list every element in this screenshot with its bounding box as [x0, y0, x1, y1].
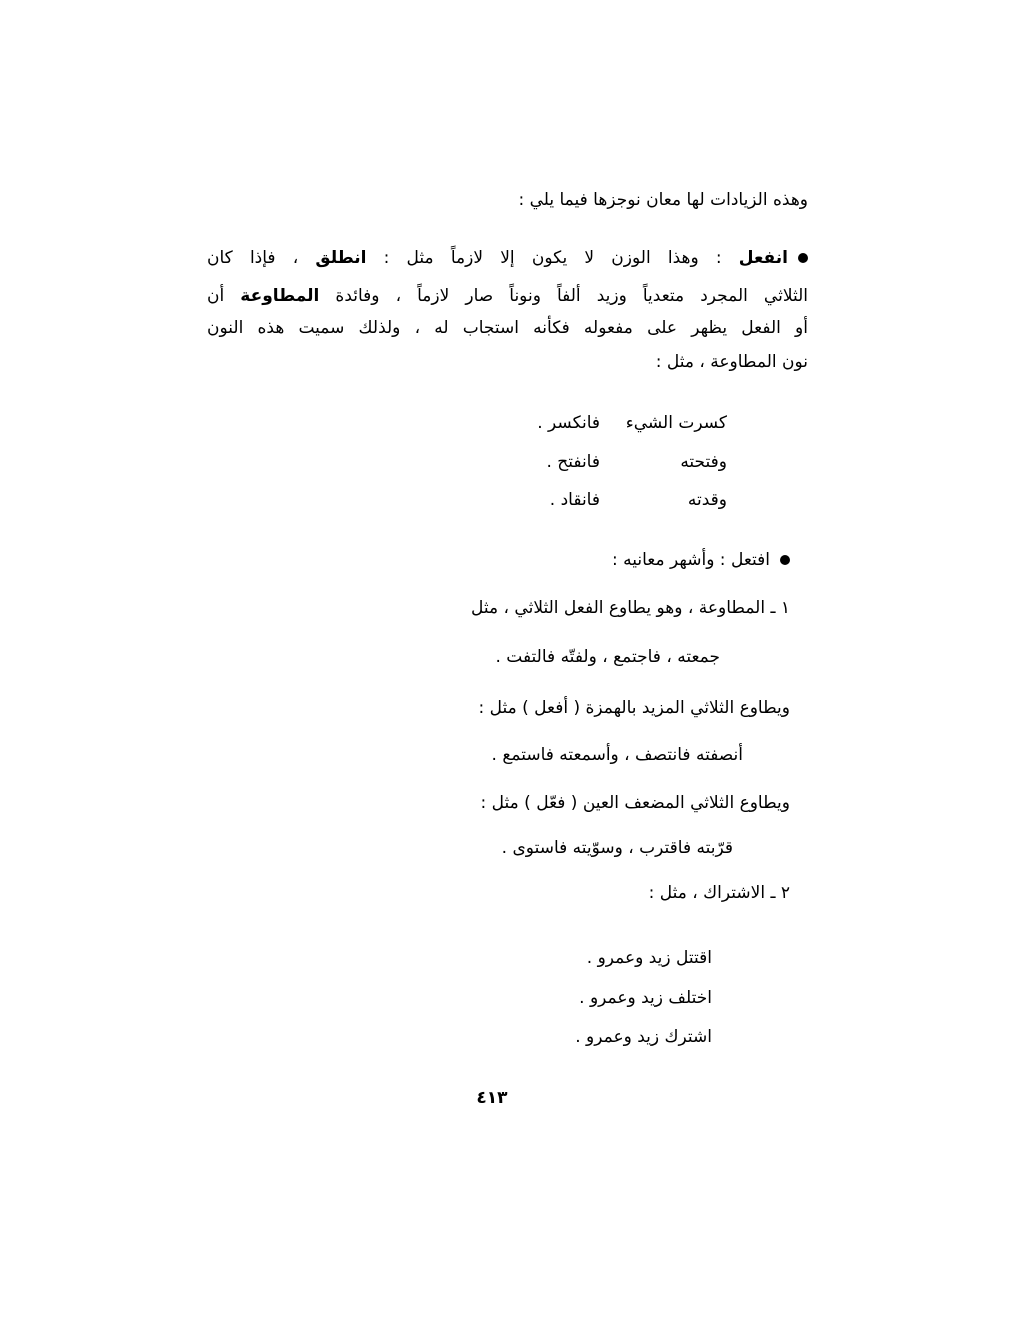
infaala-line-3: أو الفعل يظهر على مفعوله فكأنه استجاب له ، ولذلك سميت هذه النون — [207, 318, 808, 338]
example-row — [626, 411, 727, 435]
bullet-icon — [780, 555, 790, 565]
page-number: ٤١٣ — [476, 1088, 508, 1108]
text: ، فإذا كان — [207, 248, 299, 268]
iftaala-line: ويطاوع الثلاثي المضعف العين ( فعّل ) مثل : — [480, 793, 790, 813]
example-a: كسرت الشيء — [625, 413, 727, 433]
infaala-line-4: نون المطاوعة ، مثل : — [655, 352, 808, 372]
example-b: فانقاد . — [549, 490, 600, 510]
example-row — [550, 488, 600, 512]
term-infaala: انفعل — [738, 248, 788, 268]
text: : وهذا الوزن لا يكون إلا لازماً مثل : — [383, 248, 722, 268]
iftaala-line: ٢ ـ الاشتراك ، مثل : — [648, 883, 790, 903]
example-line: اقتتل زيد وعمرو . — [586, 948, 712, 968]
example-intalaqa: انطلق — [315, 248, 367, 268]
term-mutawaa: المطاوعة — [240, 286, 320, 306]
infaala-line-2 — [207, 284, 808, 308]
bullet-icon — [798, 253, 808, 263]
infaala-line-1 — [207, 246, 808, 270]
example-line: اختلف زيد وعمرو . — [579, 988, 712, 1008]
text: الثلاثي المجرد متعدياً وزيد ألفاً ونوناً صار لازماً ، وفائدة — [335, 286, 809, 306]
iftaala-heading — [612, 548, 790, 572]
example-row — [688, 488, 727, 512]
example-b: فانفتح . — [546, 452, 600, 472]
example-row — [546, 450, 600, 474]
iftaala-line: ويطاوع الثلاثي المزيد بالهمزة ( أفعل ) مثل : — [478, 698, 790, 718]
example-row — [680, 450, 727, 474]
example-b: فانكسر . — [537, 413, 600, 433]
example-a: وفتحته — [680, 452, 727, 472]
iftaala-line: جمعته ، فاجتمع ، ولفتّه فالتفت . — [495, 647, 720, 667]
example-row — [537, 411, 600, 435]
intro-line: وهذه الزيادات لها معان نوجزها فيما يلي : — [518, 190, 808, 210]
text: أن — [207, 286, 225, 306]
example-line: اشترك زيد وعمرو . — [575, 1027, 712, 1047]
text: افتعل : وأشهر معانيه : — [612, 550, 770, 570]
example-a: وقدته — [687, 490, 727, 510]
iftaala-line: أنصفته فانتصف ، وأسمعته فاستمع . — [491, 745, 743, 765]
iftaala-line: قرّبته فاقترب ، وسوّيته فاستوى . — [501, 838, 733, 858]
iftaala-line: ١ ـ المطاوعة ، وهو يطاوع الفعل الثلاثي ، مثل — [471, 598, 790, 618]
